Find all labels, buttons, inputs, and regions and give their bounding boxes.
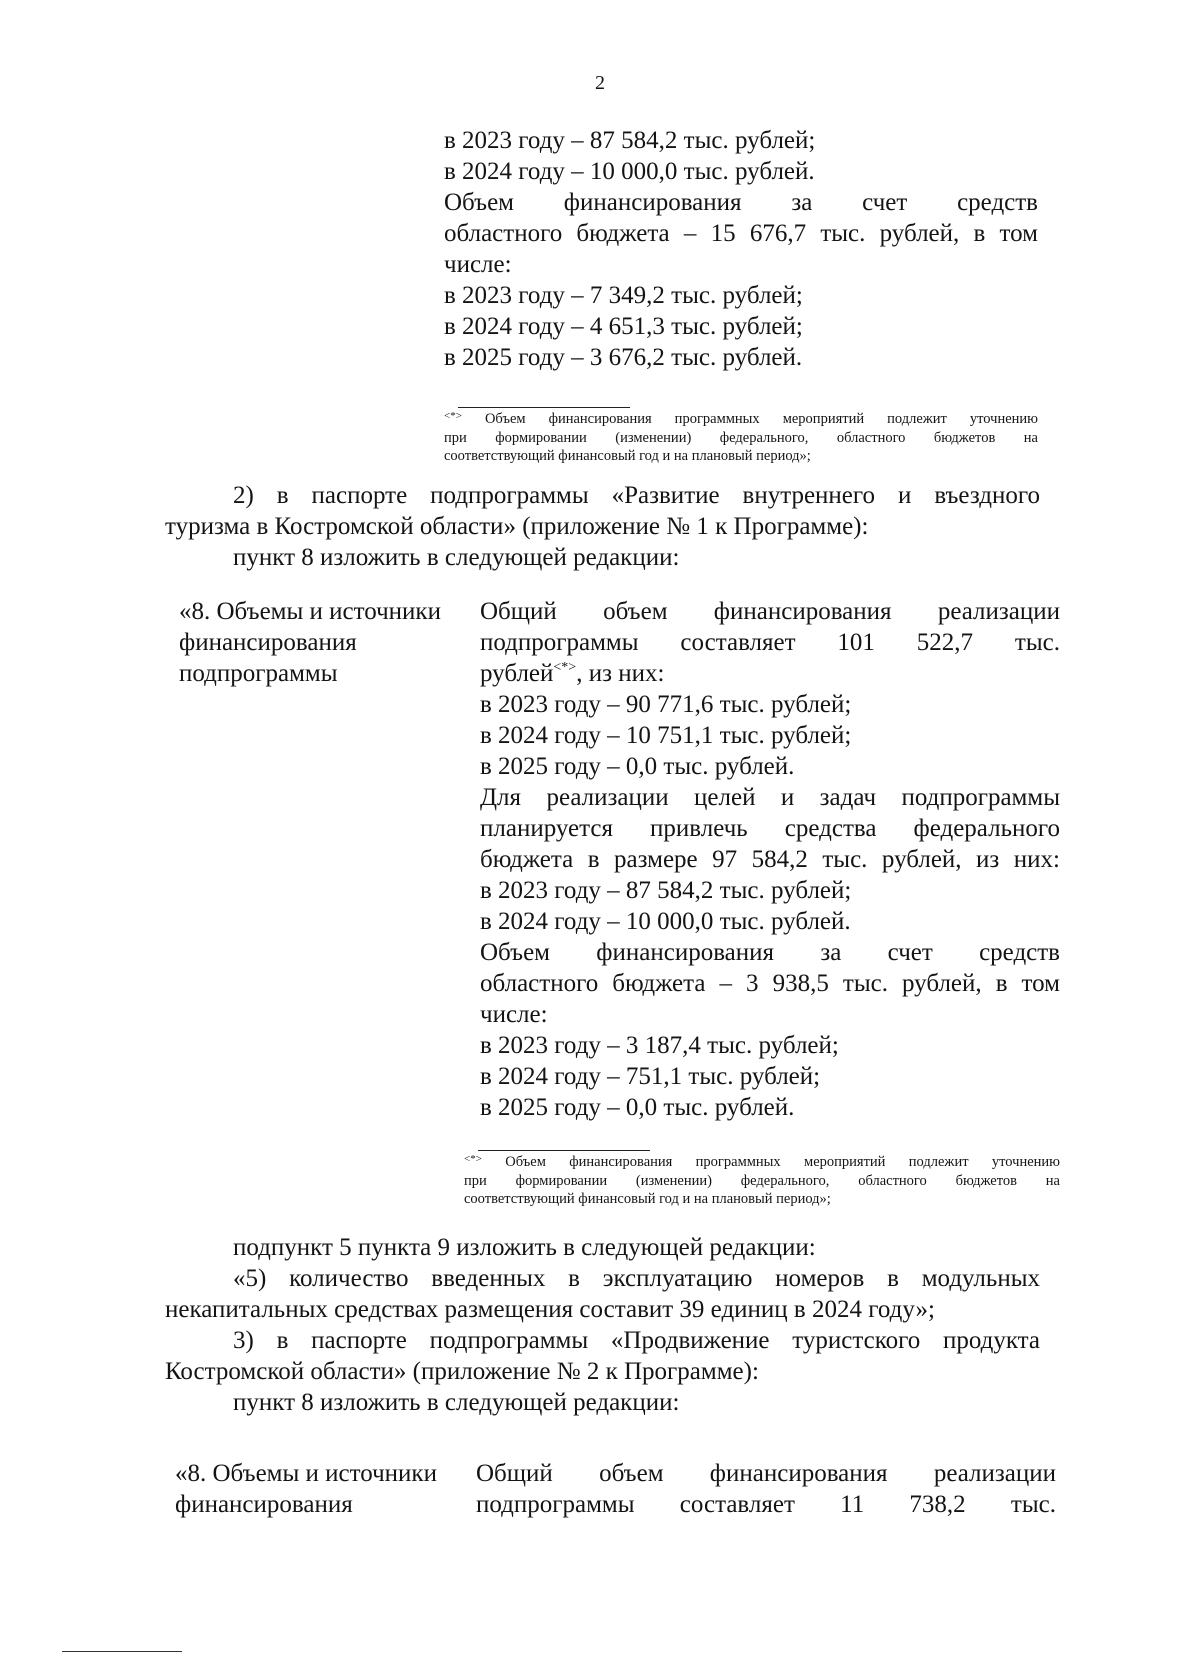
text-line: в 2024 году – 10 000,0 тыс. рублей. xyxy=(444,158,815,185)
table-2-content xyxy=(476,1458,1056,1520)
footnote-rule xyxy=(478,1150,650,1151)
text-line: в 2024 году – 10 751,1 тыс. рублей; xyxy=(480,722,852,749)
text-line: туризма в Костромской области» (приложение № 1 к Программе): xyxy=(165,513,869,540)
text-line: в 2024 году – 751,1 тыс. рублей; xyxy=(480,1063,821,1090)
table-1-label xyxy=(179,596,469,689)
section-after xyxy=(165,1232,1040,1418)
text-line: в 2024 году – 4 651,3 тыс. рублей; xyxy=(444,313,803,340)
text-line: «5) количество введенных в эксплуатацию номеров в модульных xyxy=(233,1265,1040,1292)
footnote-mark: <*> xyxy=(444,410,462,422)
text-line: планируется привлечь средства федерального xyxy=(480,815,1060,842)
label-line: подпрограммы xyxy=(179,660,338,687)
text-line: пункт 8 изложить в следующей редакции: xyxy=(233,544,680,571)
text-line: числе: xyxy=(444,251,512,278)
text-line: Общий объем финансирования реализации xyxy=(480,598,1060,625)
text-line: в 2023 году – 90 771,6 тыс. рублей; xyxy=(480,691,852,718)
footnote-line: <*> Объем финансирования программных мероприятий подлежит уточнению xyxy=(444,410,1039,427)
bottom-rule xyxy=(62,1651,182,1652)
text-line: бюджета в размере 97 584,2 тыс. рублей, из них: xyxy=(480,846,1060,873)
text-line: в 2023 году – 87 584,2 тыс. рублей; xyxy=(444,127,816,154)
text-line: Общий объем финансирования реализации xyxy=(476,1460,1056,1487)
page-number: 2 xyxy=(595,72,605,94)
table-1-content xyxy=(480,596,1060,1123)
text-line: числе: xyxy=(480,1001,548,1028)
footnote-line: соответствующий финансовый год и на плановый период»; xyxy=(444,448,811,464)
text-line: в 2025 году – 3 676,2 тыс. рублей. xyxy=(444,344,803,371)
text-line: в 2025 году – 0,0 тыс. рублей. xyxy=(480,753,795,780)
footnote-line: при формировании (изменении) федерального, областного бюджетов на xyxy=(444,429,1038,446)
text-line: рублей<*>, из них: xyxy=(480,660,665,687)
text-line: в 2023 году – 87 584,2 тыс. рублей; xyxy=(480,877,852,904)
text-line: некапитальных средствах размещения составит 39 единиц в 2024 году»; xyxy=(165,1296,935,1323)
text-line: 3) в паспорте подпрограммы «Продвижение туристского продукта xyxy=(233,1327,1040,1354)
text-line: в 2024 году – 10 000,0 тыс. рублей. xyxy=(480,908,851,935)
label-line: «8. Объемы и источники xyxy=(175,1460,437,1487)
table-2-label xyxy=(175,1458,465,1520)
text-line: Объем финансирования за счет средств xyxy=(444,189,1038,216)
footnote-rule xyxy=(458,407,630,408)
footnote-line: соответствующий финансовый год и на плановый период»; xyxy=(464,1191,831,1207)
text-line: в 2023 году – 7 349,2 тыс. рублей; xyxy=(444,282,803,309)
text-line: подпрограммы составляет 11 738,2 тыс. xyxy=(476,1491,1056,1518)
text-line: подпрограммы составляет 101 522,7 тыс. xyxy=(480,629,1060,656)
footnote-line: <*> Объем финансирования программных мероприятий подлежит уточнению xyxy=(464,1153,1061,1170)
label-line: финансирования xyxy=(175,1491,353,1518)
text-line: подпункт 5 пункта 9 изложить в следующей редакции: xyxy=(233,1234,816,1261)
label-line: «8. Объемы и источники xyxy=(179,598,441,625)
label-line: финансирования xyxy=(179,629,357,656)
text-line: пункт 8 изложить в следующей редакции: xyxy=(233,1389,680,1416)
footnote-line: при формировании (изменении) федерального, областного бюджетов на xyxy=(464,1172,1060,1189)
text-line: областного бюджета – 3 938,5 тыс. рублей, в том xyxy=(480,970,1060,997)
text-line: Объем финансирования за счет средств xyxy=(480,939,1060,966)
text-line: в 2023 году – 3 187,4 тыс. рублей; xyxy=(480,1032,839,1059)
footnote-mark: <*> xyxy=(464,1153,482,1165)
text-line: областного бюджета – 15 676,7 тыс. рублей, в том xyxy=(444,220,1038,247)
section-2 xyxy=(165,480,1040,573)
footnote-mark: <*> xyxy=(553,660,577,675)
footnote-1 xyxy=(444,410,1038,466)
footnote-2 xyxy=(464,1153,1060,1209)
text-line: в 2025 году – 0,0 тыс. рублей. xyxy=(480,1094,795,1121)
top-financing-block xyxy=(444,125,1038,373)
text-line: Костромской области» (приложение № 2 к Программе): xyxy=(165,1358,759,1385)
text-line: Для реализации целей и задач подпрограммы xyxy=(480,784,1060,811)
text-line: 2) в паспорте подпрограммы «Развитие внутреннего и въездного xyxy=(233,482,1040,509)
